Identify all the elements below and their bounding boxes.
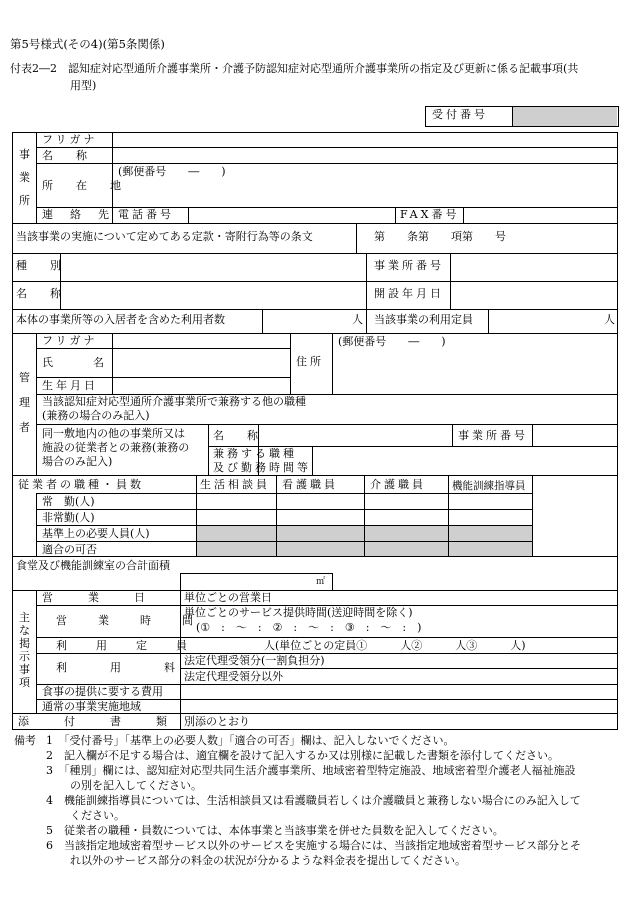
manager-postal-code[interactable]: (郵便番号 ― ) bbox=[338, 335, 446, 348]
postal-code[interactable]: (郵便番号 ― ) bbox=[118, 165, 226, 178]
note-3: 3 「種別」欄には、認知症対応型共同生活介護事業所、地域密着型特定施設、地域密着型介護老人福祉施設 bbox=[46, 764, 576, 777]
receipt-value-shade bbox=[512, 107, 617, 126]
capacity-unit: 人 bbox=[604, 313, 615, 326]
business-hours-format[interactable]: (① : ～ : ② : ～ : ③ : ～ : ) bbox=[196, 621, 422, 634]
manager-v2: 理 bbox=[19, 396, 30, 409]
main-v4: 示 bbox=[19, 650, 30, 663]
notes-head: 備考 bbox=[14, 734, 36, 747]
attachments-value: 別添のとおり bbox=[184, 715, 250, 728]
other-facility-line3: 場合のみ記入) bbox=[42, 455, 113, 468]
service-area-label: 通常の事業実施地域 bbox=[42, 700, 141, 713]
jigyosho-v1: 事 bbox=[19, 148, 30, 161]
jigyosho-v2: 業 bbox=[19, 171, 30, 184]
area-unit: ㎡ bbox=[316, 577, 326, 587]
manager-v1: 管 bbox=[19, 371, 30, 384]
capacity-label: 当該事業の利用定員 bbox=[374, 313, 473, 326]
address-label: 所 在 地 bbox=[42, 179, 127, 192]
other-business-no-label: 事業所番号 bbox=[458, 429, 528, 442]
fee-label: 利 用 料 bbox=[56, 661, 191, 674]
main-v5: 事 bbox=[19, 663, 30, 676]
staff-row-fulltime: 常 勤(人) bbox=[42, 495, 95, 508]
attachments-label: 添 付 書 類 bbox=[18, 715, 179, 728]
manager-address-label: 住所 bbox=[296, 355, 324, 368]
staff-header: 従業者の職種・員数 bbox=[18, 478, 144, 491]
form-number: 第5号様式(その4)(第5条関係) bbox=[10, 37, 165, 51]
duty-label: 兼務する職種 bbox=[213, 447, 297, 460]
note-2: 2 記入欄が不足する場合は、適宜欄を設けて記入するか又は別様に記載した書類を添付してください。 bbox=[46, 749, 559, 762]
manager-v3: 者 bbox=[19, 421, 30, 434]
business-days-label: 営 業 日 bbox=[42, 591, 157, 604]
opening-date-label: 開設年月日 bbox=[374, 287, 444, 300]
staff-col-counselor: 生活相談員 bbox=[200, 478, 270, 491]
business-days-note: 単位ごとの営業日 bbox=[184, 591, 272, 604]
note-4-cont: ください。 bbox=[70, 809, 125, 822]
receipt-label: 受付番号 bbox=[432, 108, 488, 121]
other-facility-line1: 同一敷地内の他の事業所又は bbox=[42, 427, 185, 440]
duty-hours-label: 及び勤務時間等 bbox=[213, 461, 311, 474]
area-label: 食堂及び機能訓練室の合計面積 bbox=[16, 559, 170, 572]
articles-label: 当該事業の実施について定めてある定款・寄附行為等の条文 bbox=[16, 230, 313, 243]
manager-furigana-label: フリガナ bbox=[42, 334, 98, 347]
name2-label: 名 称 bbox=[16, 287, 67, 300]
staff-col-nurse: 看護職員 bbox=[282, 478, 338, 491]
business-hours-note: 単位ごとのサービス提供時間(送迎時間を除く) bbox=[184, 606, 413, 619]
contact-label: 連 絡 先 bbox=[42, 208, 112, 221]
other-name-label: 名 称 bbox=[213, 429, 264, 442]
articles-value[interactable]: 第 条第 項第 号 bbox=[374, 230, 506, 243]
note-6-cont: れ以外のサービス部分の料金の状況が分かるような料金表を提出してください。 bbox=[70, 854, 466, 867]
note-5: 5 従業者の職種・員数については、本体事業と当該事業を併せた員数を記入してください。 bbox=[46, 824, 504, 837]
kind-label: 種 別 bbox=[16, 259, 67, 272]
form-title: 付表2―2 認知症対応型通所介護事業所・介護予防認知症対応型通所介護事業所の指定及び更新に係る記載事項(共 bbox=[10, 62, 579, 75]
main-v6: 項 bbox=[19, 676, 30, 689]
concurrent-duty-note: (兼務の場合のみ記入) bbox=[42, 409, 150, 422]
main-v2: な bbox=[19, 624, 30, 637]
note-1: 1 「受付番号」「基準上の必要人数」「適合の可否」欄は、記入しないでください。 bbox=[46, 734, 455, 747]
phone-label: 電話番号 bbox=[118, 208, 174, 221]
capacity2-format[interactable]: 人(単位ごとの定員① 人② 人③ 人) bbox=[264, 639, 526, 652]
furigana-label: フリガナ bbox=[42, 133, 98, 146]
staff-row-compliance: 適合の可否 bbox=[42, 543, 97, 556]
main-v3: 掲 bbox=[19, 637, 30, 650]
name-label: 名 称 bbox=[42, 149, 93, 162]
residents-unit: 人 bbox=[352, 313, 363, 326]
main-v1: 主 bbox=[19, 611, 30, 624]
business-hours-label: 営 業 時 間 bbox=[56, 614, 203, 627]
manager-birth-label: 生年月日 bbox=[42, 379, 98, 392]
manager-name-label: 氏 名 bbox=[42, 356, 110, 369]
note-4: 4 機能訓練指導員については、生活相談員又は看護職員若しくは介護職員と兼務しない場合にのみ記入して bbox=[46, 794, 581, 807]
staff-row-parttime: 非常勤(人) bbox=[42, 511, 95, 524]
staff-col-trainer: 機能訓練指導員 bbox=[452, 480, 526, 492]
residents-label: 本体の事業所等の入居者を含めた利用者数 bbox=[16, 313, 225, 326]
note-6: 6 当該指定地域密着型サービス以外のサービスを実施する場合には、当該指定地域密着型サービス部分とそ bbox=[46, 839, 581, 852]
fax-label: FAX番号 bbox=[400, 208, 460, 221]
staff-col-care: 介護職員 bbox=[370, 478, 426, 491]
concurrent-duty-label: 当該認知症対応型通所介護事業所で兼務する他の職種 bbox=[42, 395, 306, 408]
other-facility-line2: 施設の従業者との兼務(兼務の bbox=[42, 441, 190, 454]
staff-row-required: 基準上の必要人員(人) bbox=[42, 527, 150, 540]
meal-cost-label: 食事の提供に要する費用 bbox=[42, 685, 163, 698]
fee-insured: 法定代理受領分(一割負担分) bbox=[184, 654, 325, 667]
business-no-label: 事業所番号 bbox=[374, 259, 444, 272]
fee-other: 法定代理受領分以外 bbox=[184, 670, 283, 683]
jigyosho-v3: 所 bbox=[19, 194, 30, 207]
form-title-cont: 用型) bbox=[70, 79, 97, 92]
note-3-cont: の別を記入してください。 bbox=[70, 779, 202, 792]
capacity2-label: 利 用 定 員 bbox=[56, 639, 196, 652]
